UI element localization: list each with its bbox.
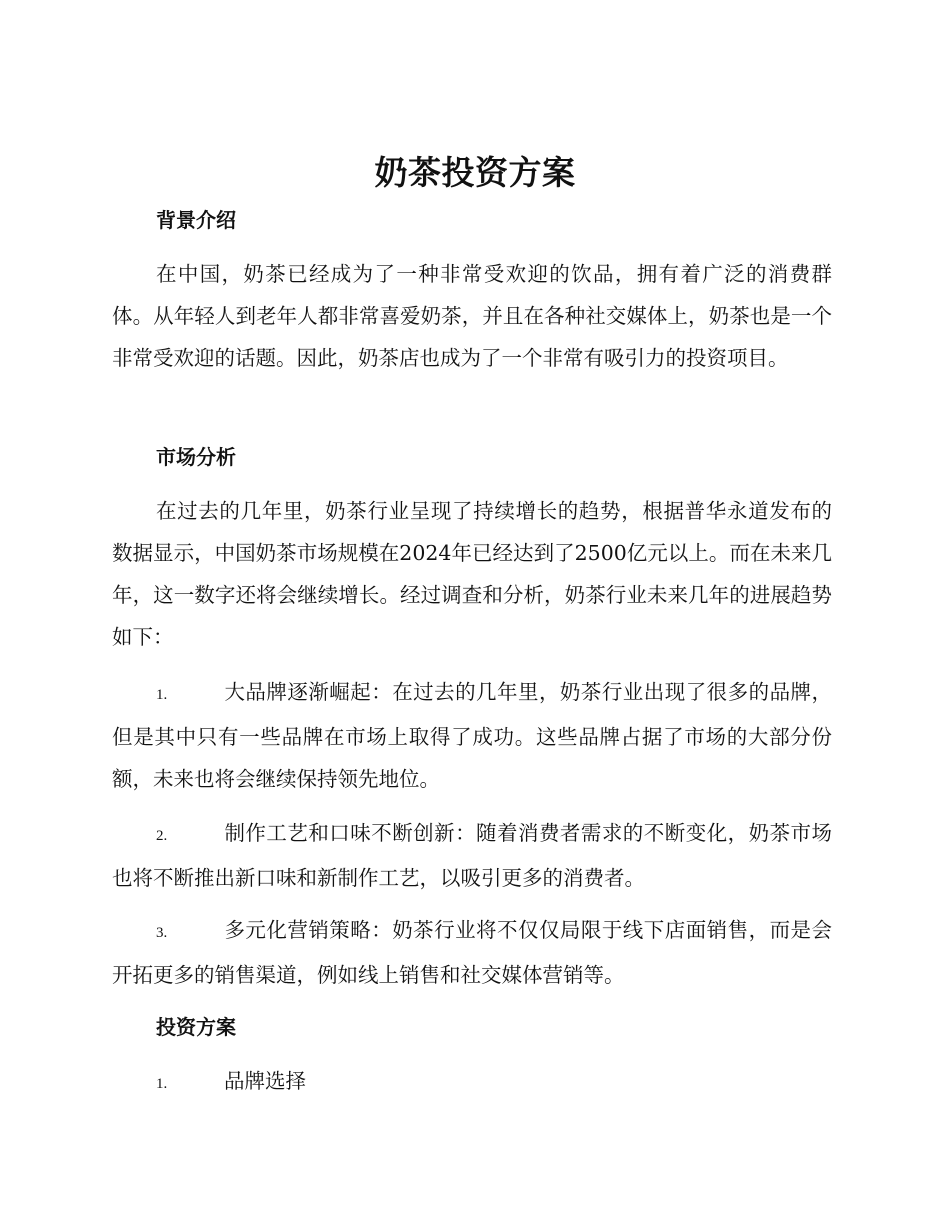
market-list-item-1 [112,671,832,800]
list-item-number: 1. [156,1076,168,1092]
list-item-number: 3. [156,925,168,941]
section-heading-background: 背景介绍 [156,208,236,232]
investment-list-item-1 [112,1060,832,1105]
list-item-number: 2. [156,828,168,844]
list-item-text: 制作工艺和口味不断创新：随着消费者需求的不断变化，奶茶市场也将不断推出新口味和新制作工艺，以吸引更多的消费者。 [112,821,832,890]
section-heading-market: 市场分析 [156,445,236,469]
list-item-text: 品牌选择 [224,1069,306,1093]
list-item-text: 大品牌逐渐崛起：在过去的几年里，奶茶行业出现了很多的品牌，但是其中只有一些品牌在市场上取得了成功。这些品牌占据了市场的大部分份额，未来也将会继续保持领先地位。 [112,680,832,791]
market-list-item-3 [112,909,832,996]
market-list-item-2 [112,812,832,899]
document-title: 奶茶投资方案 [374,153,576,192]
market-paragraph: 在过去的几年里，奶茶行业呈现了持续增长的趋势，根据普华永道发布的数据显示，中国奶茶市场规模在2024年已经达到了2500亿元以上。而在未来几年，这一数字还将会继续增长。经过调查和分析，奶茶行业未来几年的进展趋势如下： [112,499,832,649]
list-item-number: 1. [156,687,168,703]
section-heading-investment: 投资方案 [156,1015,236,1039]
background-paragraph: 在中国，奶茶已经成为了一种非常受欢迎的饮品，拥有着广泛的消费群体。从年轻人到老年人都非常喜爱奶茶，并且在各种社交媒体上，奶茶也是一个非常受欢迎的话题。因此，奶茶店也成为了一个非常有吸引力的投资项目。 [112,262,832,370]
list-item-text: 多元化营销策略：奶茶行业将不仅仅局限于线下店面销售，而是会开拓更多的销售渠道，例如线上销售和社交媒体营销等。 [112,918,832,987]
